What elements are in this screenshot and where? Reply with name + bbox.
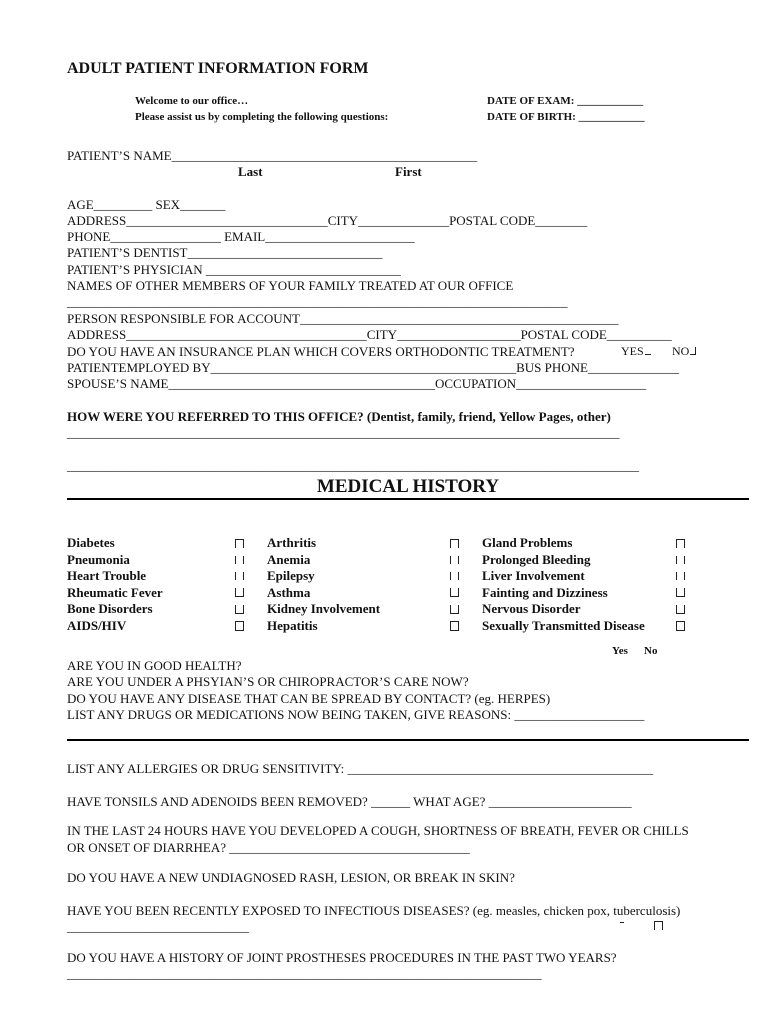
employer-field[interactable]: PATIENTEMPLOYED BY_______________________________________________BUS PHONE______________ (67, 360, 679, 375)
liver-involvement-checkbox[interactable] (676, 572, 685, 580)
date-of-birth-field[interactable]: DATE OF BIRTH: ____________ (487, 111, 645, 123)
condition-label: Liver Involvement (482, 568, 585, 584)
prostheses-question: DO YOU HAVE A HISTORY OF JOINT PROSTHESES PROCEDURES IN THE PAST TWO YEARS? (67, 950, 617, 965)
no-column-label: No (644, 645, 658, 657)
epilepsy-checkbox[interactable] (450, 572, 459, 580)
condition-label: Epilepsy (267, 568, 315, 584)
condition-label: Prolonged Bleeding (482, 551, 591, 567)
physician-field[interactable]: PATIENT’S PHYSICIAN ______________________________ (67, 262, 401, 277)
rash-question: DO YOU HAVE A NEW UNDIAGNOSED RASH, LESION, OR BREAK IN SKIN? (67, 870, 515, 885)
phone-email-field[interactable]: PHONE_________________ EMAIL_______________________ (67, 229, 415, 244)
condition-label: Kidney Involvement (267, 601, 381, 617)
conditions-column-2 (267, 535, 380, 635)
condition-label: Heart Trouble (67, 568, 147, 584)
section-underscore-rule: ________________________________________________________________________________________ (67, 458, 639, 473)
condition-label: Pneumonia (67, 551, 130, 567)
good-health-question: ARE YOU IN GOOD HEALTH? (67, 658, 242, 673)
no-checkbox-icon (690, 347, 696, 355)
dentist-field[interactable]: PATIENT’S DENTIST______________________________ (67, 245, 383, 260)
heart-trouble-checkbox[interactable] (235, 572, 244, 580)
medical-history-heading: MEDICAL HISTORY (316, 476, 500, 497)
infectious-no-checkbox[interactable] (654, 921, 663, 930)
diarrhea-field[interactable]: OR ONSET OF DIARRHEA? _____________________________________ (67, 840, 470, 855)
condition-label: Hepatitis (267, 617, 318, 633)
condition-label: Sexually Transmitted Disease (482, 617, 645, 633)
welcome-text: Welcome to our office… (135, 95, 249, 107)
tonsils-field[interactable]: HAVE TONSILS AND ADENOIDS BEEN REMOVED? ______ WHAT AGE? ______________________ (67, 794, 632, 809)
family-members-label: NAMES OF OTHER MEMBERS OF YOUR FAMILY TREATED AT OUR OFFICE (67, 278, 514, 293)
assist-text: Please assist us by completing the following questions: (135, 111, 389, 123)
infectious-yes-mark-icon[interactable] (620, 922, 624, 923)
conditions-column-3 (482, 535, 645, 635)
date-of-exam-field[interactable]: DATE OF EXAM: ____________ (487, 95, 644, 107)
std-checkbox[interactable] (676, 621, 685, 631)
bone-disorders-checkbox[interactable] (235, 605, 244, 614)
condition-label: AIDS/HIV (67, 617, 127, 633)
yes-label: YES (621, 344, 644, 358)
allergies-field[interactable]: LIST ANY ALLERGIES OR DRUG SENSITIVITY: _______________________________________________ (67, 761, 653, 776)
yes-column-label: Yes (612, 645, 628, 657)
condition-label: Bone Disorders (67, 601, 153, 617)
condition-label: Asthma (267, 584, 311, 600)
nervous-disorder-checkbox[interactable] (676, 605, 685, 614)
rheumatic-fever-checkbox[interactable] (235, 588, 244, 597)
family-members-field[interactable]: _____________________________________________________________________________ (67, 294, 568, 309)
infectious-question: HAVE YOU BEEN RECENTLY EXPOSED TO INFECTIOUS DISEASES? (eg. measles, chicken pox, tuberculosis) (67, 903, 681, 918)
yes-checkbox-icon (645, 348, 651, 355)
kidney-involvement-checkbox[interactable] (450, 605, 459, 614)
condition-label: Rheumatic Fever (67, 584, 163, 600)
no-label: NO (672, 344, 690, 358)
last-name-label: Last (238, 164, 263, 179)
fainting-dizziness-checkbox[interactable] (676, 588, 685, 597)
prolonged-bleeding-checkbox[interactable] (676, 556, 685, 564)
cough-question: IN THE LAST 24 HOURS HAVE YOU DEVELOPED A COUGH, SHORTNESS OF BREATH, FEVER OR CHILLS (67, 823, 689, 838)
insurance-no-option[interactable] (672, 344, 696, 359)
medical-heading-rule (67, 498, 749, 500)
medications-section-rule (67, 739, 749, 741)
medications-field[interactable]: LIST ANY DRUGS OR MEDICATIONS NOW BEING TAKEN, GIVE REASONS: ____________________ (67, 707, 645, 722)
gland-problems-checkbox[interactable] (676, 539, 685, 548)
condition-label: Arthritis (267, 535, 317, 550)
physician-care-question: ARE YOU UNDER A PHSYIAN’S OR CHIROPRACTOR’S CARE NOW? (67, 674, 469, 689)
asthma-checkbox[interactable] (450, 588, 459, 597)
prostheses-field[interactable]: _________________________________________________________________________ (67, 966, 542, 981)
condition-label: Anemia (267, 551, 311, 567)
address-field[interactable]: ADDRESS_______________________________CITY______________POSTAL CODE________ (67, 213, 588, 228)
pneumonia-checkbox[interactable] (235, 556, 244, 564)
conditions-column-1 (67, 535, 163, 635)
spouse-field[interactable]: SPOUSE’S NAME_________________________________________OCCUPATION____________________ (67, 376, 647, 391)
referral-question: HOW WERE YOU REFERRED TO THIS OFFICE? (Dentist, family, friend, Yellow Pages, other) (67, 409, 611, 424)
responsible-field[interactable]: PERSON RESPONSIBLE FOR ACCOUNT_________________________________________________ (67, 311, 619, 326)
contact-disease-question: DO YOU HAVE ANY DISEASE THAT CAN BE SPREAD BY CONTACT? (eg. HERPES) (67, 691, 551, 706)
hepatitis-checkbox[interactable] (450, 621, 459, 631)
condition-label: Gland Problems (482, 535, 573, 550)
condition-label: Nervous Disorder (482, 601, 581, 617)
aids-hiv-checkbox[interactable] (235, 621, 244, 631)
referral-field[interactable]: _____________________________________________________________________________________ (67, 425, 620, 440)
responsible-address-field[interactable]: ADDRESS_____________________________________CITY___________________POSTAL CODE__________ (67, 327, 672, 342)
infectious-field[interactable]: ____________________________ (67, 919, 249, 934)
insurance-yes-option[interactable] (621, 344, 651, 359)
arthritis-checkbox[interactable] (450, 539, 459, 548)
condition-label: Fainting and Dizziness (482, 584, 608, 600)
insurance-question: DO YOU HAVE AN INSURANCE PLAN WHICH COVERS ORTHODONTIC TREATMENT? (67, 344, 575, 359)
form-title: ADULT PATIENT INFORMATION FORM (67, 60, 369, 77)
anemia-checkbox[interactable] (450, 556, 459, 564)
condition-label: Diabetes (67, 535, 115, 550)
age-sex-field[interactable]: AGE_________ SEX_______ (67, 197, 226, 212)
diabetes-checkbox[interactable] (235, 539, 244, 548)
patient-name-field[interactable]: PATIENT’S NAME_______________________________________________ (67, 148, 478, 163)
first-name-label: First (395, 164, 422, 179)
